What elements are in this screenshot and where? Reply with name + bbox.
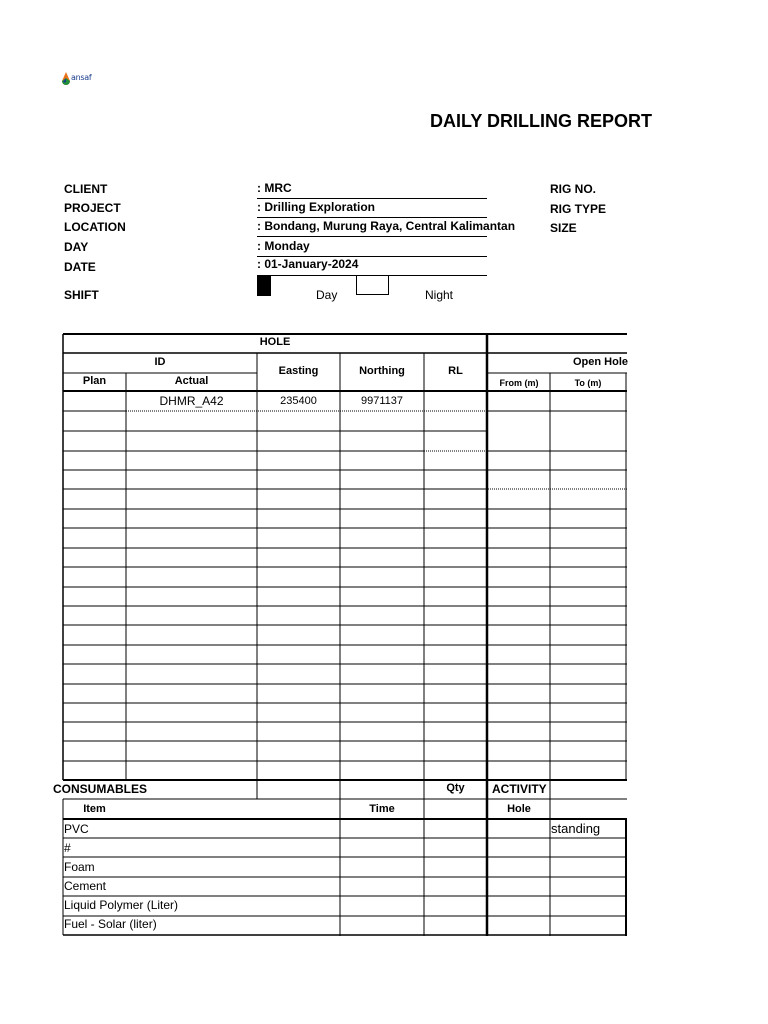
project-value: : Drilling Exploration bbox=[257, 200, 376, 214]
time-header: Time bbox=[369, 803, 395, 815]
rig-type-label: RIG TYPE bbox=[550, 202, 607, 216]
location-label: LOCATION bbox=[64, 220, 126, 234]
to-header: To (m) bbox=[574, 378, 602, 388]
shift-night-label: Night bbox=[425, 288, 454, 302]
project-label: PROJECT bbox=[64, 201, 121, 215]
consumable-item: PVC bbox=[64, 822, 89, 836]
activity-section-title: ACTIVITY bbox=[492, 782, 547, 796]
shift-day-label: Day bbox=[316, 288, 338, 302]
open-hole-header: Open Hole bbox=[573, 356, 629, 368]
qty-header: Qty bbox=[446, 782, 465, 794]
rig-no-label: RIG NO. bbox=[550, 182, 597, 196]
actual-header: Actual bbox=[174, 375, 209, 387]
hole-northing: 9971137 bbox=[360, 395, 403, 407]
date-label: DATE bbox=[64, 260, 96, 274]
id-header: ID bbox=[154, 356, 166, 368]
hole-easting: 235400 bbox=[280, 395, 317, 407]
hole-header: Hole bbox=[507, 803, 531, 815]
hole-section-title: HOLE bbox=[259, 336, 291, 348]
client-value: : MRC bbox=[257, 181, 292, 195]
consumable-item: Fuel - Solar (liter) bbox=[64, 917, 157, 931]
size-label: SIZE bbox=[550, 221, 577, 235]
hole-actual-id: DHMR_A42 bbox=[159, 394, 224, 408]
location-value: : Bondang, Murung Raya, Central Kalimantan bbox=[257, 219, 516, 233]
day-value: : Monday bbox=[257, 239, 310, 253]
rl-header: RL bbox=[448, 365, 463, 377]
day-label: DAY bbox=[64, 240, 89, 254]
logo-text: ansaf bbox=[71, 73, 92, 82]
plan-header: Plan bbox=[82, 375, 107, 387]
item-header: Item bbox=[83, 803, 106, 815]
client-label: CLIENT bbox=[64, 182, 108, 196]
from-header: From (m) bbox=[499, 378, 539, 388]
activity-entry: standing bbox=[551, 821, 601, 836]
report-title: DAILY DRILLING REPORT bbox=[430, 111, 653, 131]
shift-label: SHIFT bbox=[64, 288, 99, 302]
consumable-item: Liquid Polymer (Liter) bbox=[64, 898, 179, 912]
easting-header: Easting bbox=[278, 365, 319, 377]
consumables-section-title: CONSUMABLES bbox=[53, 782, 148, 796]
consumable-item: # bbox=[64, 841, 71, 855]
northing-header: Northing bbox=[359, 365, 405, 377]
consumable-item: Foam bbox=[64, 860, 95, 874]
date-value: : 01-January-2024 bbox=[257, 257, 359, 271]
consumable-item: Cement bbox=[64, 879, 107, 893]
